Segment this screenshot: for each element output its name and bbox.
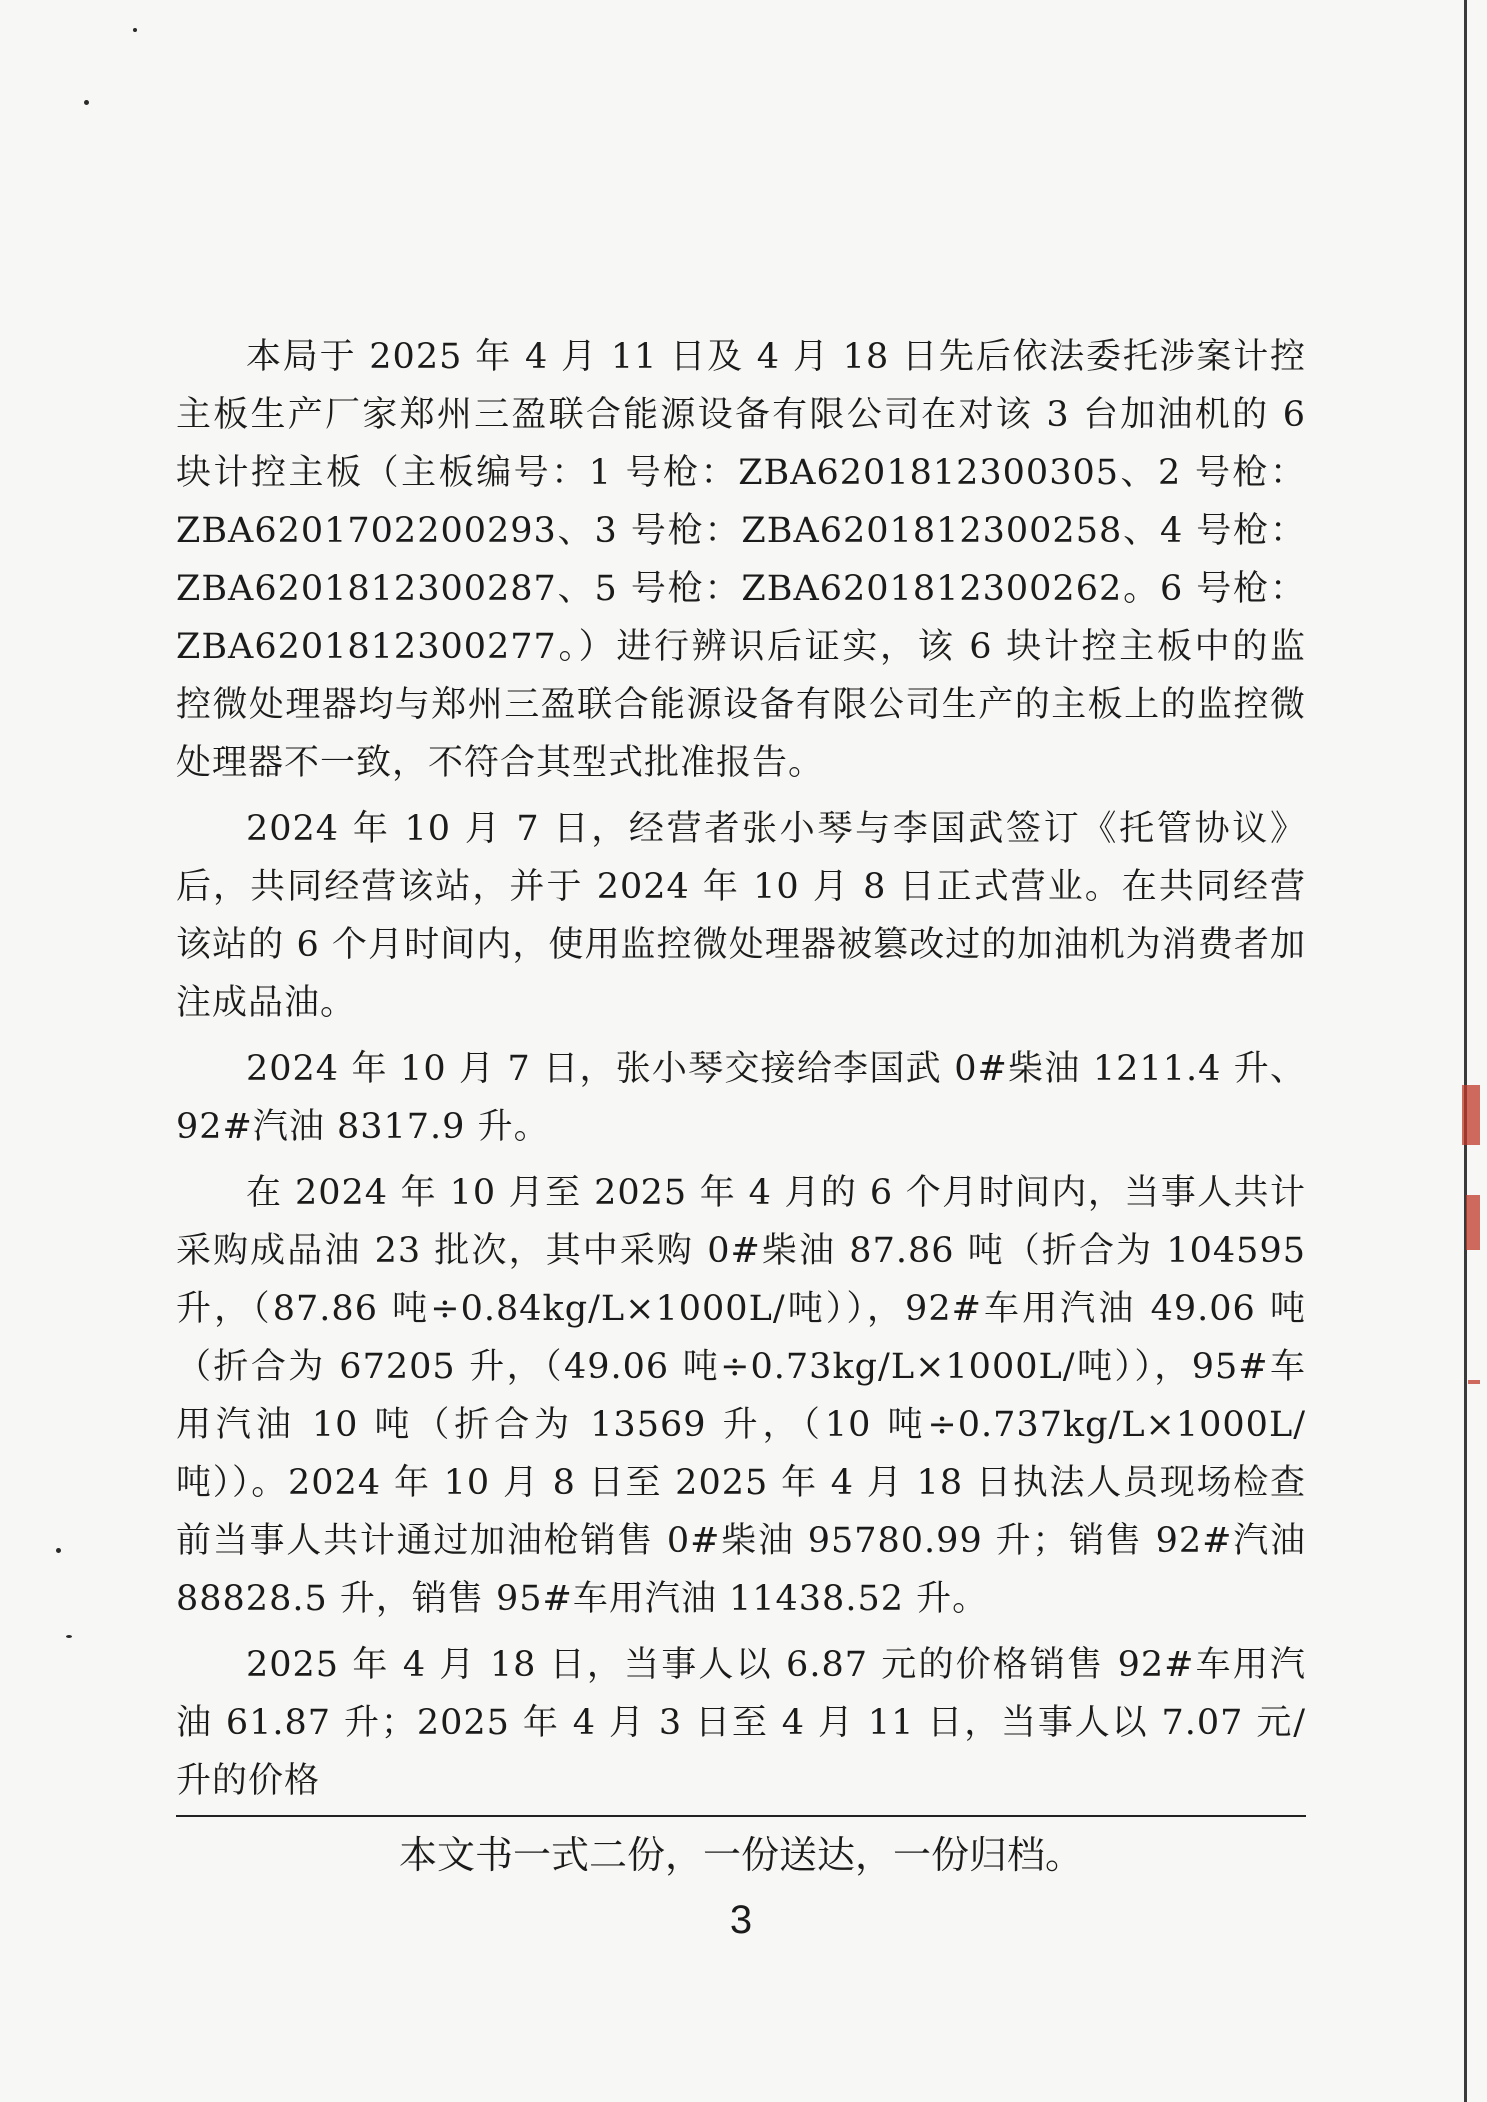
paragraph-joint-operation: 2024 年 10 月 7 日，经营者张小琴与李国武签订《托管协议》后，共同经营该站，并于 2024 年 10 月 8 日正式营业。在共同经营该站的 6 个月时间内，使用监控微处理器被篡改过的加油机为消费者加注成品油。 [176,809,1306,1023]
page-number: 3 [729,1898,753,1942]
footer-note: 本文书一式二份，一份送达，一份归档。 [398,1833,1083,1877]
paragraph-purchases-sales: 在 2024 年 10 月至 2025 年 4 月的 6 个月时间内，当事人共计采购成品油 23 批次，其中采购 0#柴油 87.86 吨（折合为 104595 升，（87.86 吨÷0.84kg/L×1000L/吨）），92#车用汽油 49.06 吨（折合为 67205 升，（49.06 吨÷0.73kg/L×1000L/吨）），95#车用汽油 10 吨（折合为 13569 升，（10 吨÷0.737kg/L×1000L/吨））。2024 年 10 月 8 日至 2025 年 4 月 18 日执法人员现场检查前当事人共计通过加油枪销售 0#柴油 95780.99 升；销售 92#汽油 88828.5 升，销售 95#车用汽油 11438.52 升。 [176,1173,1306,1619]
footer-divider [176,1815,1306,1817]
scan-speck [133,28,137,32]
paragraph-entrusted-inspection: 本局于 2025 年 4 月 11 日及 4 月 18 日先后依法委托涉案计控主板生产厂家郑州三盈联合能源设备有限公司在对该 3 台加油机的 6 块计控主板（主板编号：1 号枪：ZBA6201812300305、2 号枪：ZBA6201702200293、3 号枪：ZBA6201812300258、4 号枪：ZBA6201812300287、5 号枪：ZBA6201812300262。6 号枪：ZBA6201812300277。）进行辨识后证实，该 6 块计控主板中的监控微处理器均与郑州三盈联合能源设备有限公司生产的主板上的监控微处理器不一致，不符合其型式批准报告。 [176,337,1306,783]
paragraph-pricing: 2025 年 4 月 18 日，当事人以 6.87 元的价格销售 92#车用汽油 61.87 升；2025 年 4 月 3 日至 4 月 11 日，当事人以 7.07 元/升的价格 [176,1645,1306,1801]
scan-speck [66,1635,72,1638]
seal-fragment [1466,1195,1480,1250]
paragraph-handover: 2024 年 10 月 7 日，张小琴交接给李国武 0#柴油 1211.4 升、92#汽油 8317.9 升。 [176,1049,1306,1147]
document-body [176,328,1306,1818]
seal-fragment [1468,1380,1480,1384]
scan-speck [84,100,89,105]
seal-fragment [1462,1085,1480,1145]
page-edge-line [1464,0,1467,2102]
scan-speck [56,1548,61,1553]
